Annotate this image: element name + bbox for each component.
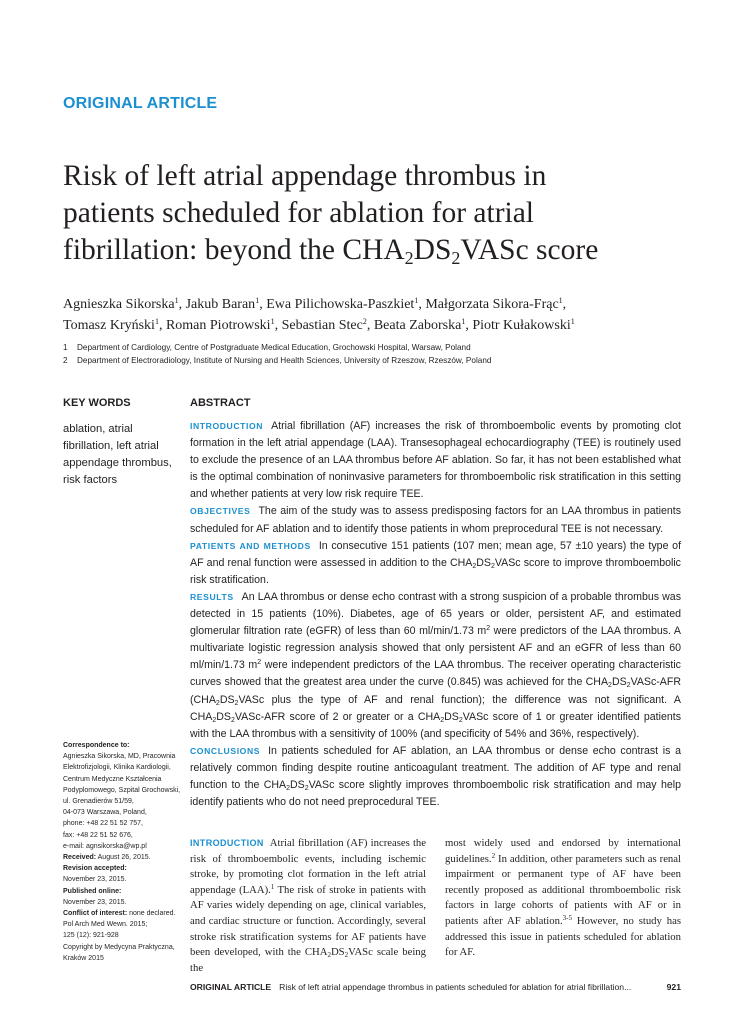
correspondence-block: Correspondence to: Agnieszka Sikorska, MD, Pracownia Elektrofizjologii, Klinika Kardiologii, Centrum Medyczne Kształcenia Podyplomowego, Szpital Grochowski, ul. Grenadierów 51/59, 04-073 Warszawa, Poland, phone: +48 22 51 52 757, fax: +48 22 51 52 676, e-mail: agnsikorska@wp.pl Received: August 26, 2015. Revision accepted: November 23, 2015. Published online: November 23, 2015. Conflict of interest: none declared. Pol Arch Med Wewn. 2015; 125 (12): 921-928 Copyright by Medycyna Praktyczna, Kraków 2015 (63, 742, 181, 962)
author: Sebastian Stec (281, 318, 363, 333)
author: Beata Zaborska (373, 318, 462, 333)
body-column-2: most widely used and endorsed by international guidelines.$^2$ In addition, other parameters such as renal impairment or permanent type of AF have been recently proposed as additional thromboembolic risk factors in large cohorts of patients with AF or in patients after AF ablation.$^{3-5}$ However, no study has addressed this issue in patients scheduled for ablation for AF. (445, 837, 681, 959)
author: Tomasz Kryński (63, 318, 155, 333)
article-title (63, 158, 683, 269)
abstract-introduction: INTRODUCTION Atrial fibrillation (AF) increases the risk of thromboembolic events by promoting clot formation in the left atrial appendage (LAA). Transesophageal echocardiography (TEE) is routinely used to exclude the presence of an LAA thrombus before AF ablation. So far, it has not been established what is the optimal combination of noninvasive parameters for thromboembolic risk stratification in this setting and whether patients at very low risk require TEE. (190, 420, 681, 501)
author: Małgorzata Sikora-Frąc (425, 297, 559, 312)
affiliation: 2 Department of Electroradiology, Institute of Nursing and Health Sciences, University of Rzeszow, Rzeszów, Poland (63, 356, 492, 365)
correspondence-heading: Correspondence to: (63, 742, 130, 749)
keywords-heading: KEY WORDS (63, 397, 131, 409)
body-intro-label: INTRODUCTION (190, 838, 264, 848)
abstract-body (190, 418, 681, 811)
page-footer (190, 982, 681, 992)
page-number: 921 (666, 982, 681, 992)
abstract-results: RESULTS An LAA thrombus or dense echo contrast with a strong suspicion of a probable thrombus was detected in 15 patients (10%). Diabetes, age of 65 years or older, persistent AF, and estimated glomerular filtration rate (eGFR) of less than 60 ml/min/1.73 $m^2$ were predictors of the LAA thrombus. A multivariate logistic regression analysis showed that only persistent AF and an eGFR of less than 60 ml/min/1.73 $m^2$ were independent predictors of the LAA thrombus. The receiver operating characteristic curves showed that the greatest area under the curve (0.845) was achieved for the $CHA_2DS_2VASc$-AFR ($CHA_2DS_2VASc$ plus the type of AF and renal function); the difference was not significant. A $CHA_2DS_2VASc$-AFR score of 2 or greater or a $CHA_2DS_2VASc$ score of 1 or greater identified patients with the LAA thrombus with a sensitivity of 100% (and specificity of 54% and 36%, respectively). (190, 590, 681, 740)
body-column-1: INTRODUCTION Atrial fibrillation (AF) increases the risk of thromboembolic events, including ischemic stroke, by promoting clot formation in the left atrial appendage (LAA).$^1$ The risk of stroke in patients with AF varies widely depending on age, clinical variables, and cardiac structure or function. Accordingly, several stroke risk stratification systems for AF patients have been developed, with the $CHA_2DS_2VASc$ scale being the (190, 837, 426, 974)
author: Roman Piotrowski (165, 318, 271, 333)
author: Piotr Kułakowski (472, 318, 571, 333)
author: Ewa Pilichowska-Paszkiet (266, 297, 415, 312)
title-line-2: patients scheduled for ablation for atrial (63, 197, 535, 229)
affiliation: 1 Department of Cardiology, Centre of Postgraduate Medical Education, Grochowski Hospital, Warsaw, Poland (63, 343, 471, 352)
section-label: ORIGINAL ARTICLE (63, 95, 218, 112)
footer-section: ORIGINAL ARTICLE (190, 982, 272, 992)
abstract-methods: PATIENTS AND METHODS In consecutive 151 patients (107 men; mean age, 57 ±10 years) the type of AF and renal function were assessed in addition to the $CHA_2DS_2VASc$ score to improve thromboembolic risk stratification. (190, 539, 682, 586)
correspondence-email[interactable]: e-mail: agnsikorska@wp.pl (63, 842, 147, 850)
footer-title: Risk of left atrial appendage thrombus in patients scheduled for ablation for atrial fibrillation... (279, 982, 632, 992)
author-list: Agnieszka Sikorska$^1$, Jakub Baran$^1$, Ewa Pilichowska-Paszkiet$^1$, Małgorzata Sikora-Frąc$^1$, Tomasz Kryński$^1$, Roman Piotrowski$^1$, Sebastian Stec$^2$, Beata Zaborska$^1$, Piotr Kułakowski$^1$ (63, 296, 575, 333)
abstract-conclusions: CONCLUSIONS In patients scheduled for AF ablation, an LAA thrombus or dense echo contrast is a relatively common finding despite routine anticoagulant treatment. The addition of AF type and renal function to the $CHA_2DS_2VASc$ score slightly improves thromboembolic risk stratification and may help identify patients who do not need preprocedural TEE. (190, 744, 681, 809)
abstract-objectives: OBJECTIVES The aim of the study was to assess predisposing factors for an LAA thrombus in patients scheduled for AF ablation and to identify those patients in whom preprocedural TEE is not necessary. (190, 505, 681, 535)
abstract-heading: ABSTRACT (190, 397, 251, 409)
keywords-text: ablation, atrial fibrillation, left atrial appendage thrombus, risk factors (63, 423, 172, 486)
title-line-1: Risk of left atrial appendage thrombus in (63, 160, 547, 192)
title-line-3: fibrillation: beyond the $CHA_2DS_2VASc$ score (63, 234, 599, 268)
author: Jakub Baran (185, 297, 256, 312)
author: Agnieszka Sikorska (63, 297, 175, 312)
